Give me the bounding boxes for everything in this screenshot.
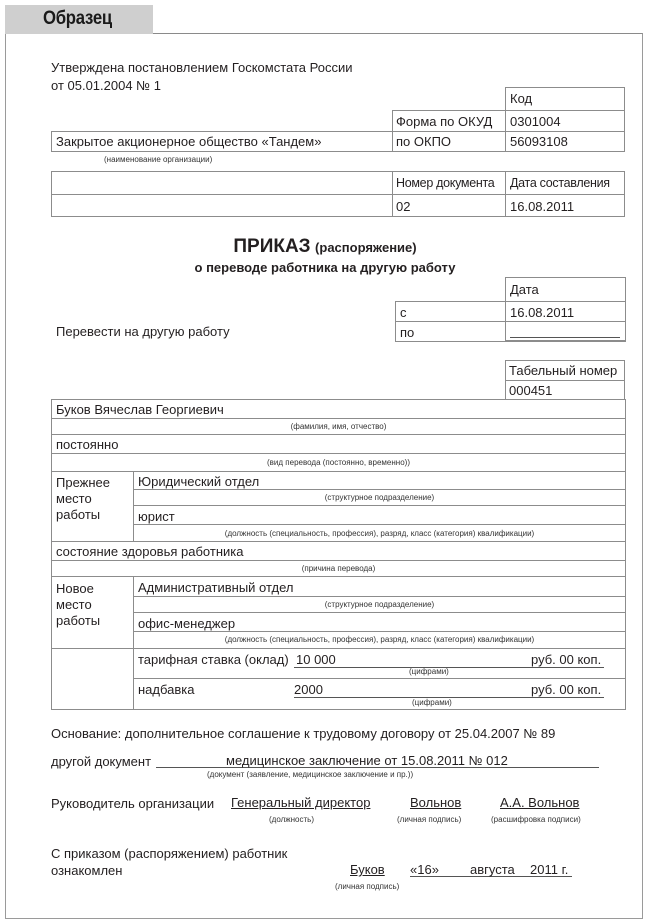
rate-caption: (цифрами) <box>409 667 449 676</box>
org-left-vline <box>51 131 52 152</box>
other-doc-caption: (документ (заявление, медицинское заключение и пр.)) <box>207 770 414 779</box>
ack-signature: Буков <box>350 862 385 877</box>
dates-divider-3 <box>395 341 626 342</box>
from-date: 16.08.2011 <box>510 305 575 320</box>
row-line-7 <box>133 524 626 525</box>
codes-vline <box>392 110 393 152</box>
rate-currency: руб. 00 коп. <box>531 652 602 667</box>
row-line-15 <box>133 678 626 679</box>
transfer-type-caption: (вид перевода (постоянно, временно)) <box>267 458 410 467</box>
codes-divider-2 <box>51 131 625 132</box>
ack-line-1: С приказом (распоряжением) работник <box>51 846 288 861</box>
head-position-caption: (должность) <box>269 815 314 824</box>
bonus-value: 2000 <box>294 682 323 697</box>
to-label: по <box>400 325 415 340</box>
other-doc-label: другой документ <box>51 754 152 769</box>
to-date-line <box>510 337 620 338</box>
other-doc-value: медицинское заключение от 15.08.2011 № 012 <box>226 753 508 768</box>
prev-position-caption: (должность (специальность, профессия), разряд, класс (категория) квалификации) <box>224 529 535 538</box>
row-line-9 <box>51 560 626 561</box>
new-position-caption: (должность (специальность, профессия), разряд, класс (категория) квалификации) <box>224 635 535 644</box>
tab-number-value: 000451 <box>509 383 553 398</box>
doc-info-vline-2 <box>505 171 506 217</box>
codes-header: Код <box>510 91 533 106</box>
title-main: ПРИКАЗ <box>233 236 311 257</box>
prev-job-label-1: Прежнее <box>56 475 110 490</box>
approval-line-2: от 05.01.2004 № 1 <box>51 78 161 93</box>
doc-info-vline-1 <box>392 171 393 217</box>
sample-tab-label: Образец <box>43 8 112 29</box>
organization-name: Закрытое акционерное общество «Тандем» <box>56 134 322 149</box>
head-position: Генеральный директор <box>231 795 371 810</box>
new-job-label-1: Новое <box>56 581 94 596</box>
new-department: Административный отдел <box>138 580 294 595</box>
bonus-label: надбавка <box>138 682 195 697</box>
head-signature-caption: (личная подпись) <box>397 815 462 824</box>
row-line-14 <box>51 648 626 649</box>
transfer-reason-caption: (причина перевода) <box>301 564 376 573</box>
prev-job-label-2: место <box>56 491 92 506</box>
prev-job-label-3: работы <box>56 507 101 522</box>
basis-text: Основание: дополнительное соглашение к трудовому договору от 25.04.2007 № 89 <box>51 726 556 741</box>
okud-value: 0301004 <box>510 114 561 129</box>
transfer-reason: состояние здоровья работника <box>56 544 244 559</box>
dates-left-vline <box>395 301 396 341</box>
okpo-value: 56093108 <box>510 134 568 149</box>
new-job-label-2: место <box>56 597 92 612</box>
from-label: с <box>400 305 407 320</box>
bonus-caption: (цифрами) <box>412 698 452 707</box>
employee-name: Буков Вячеслав Георгиевич <box>56 402 224 417</box>
new-position: офис-менеджер <box>138 616 236 631</box>
bonus-currency: руб. 00 коп. <box>531 682 602 697</box>
head-signature: Вольнов <box>410 795 462 810</box>
doc-date-value: 16.08.2011 <box>510 199 575 214</box>
tab-number-divider <box>505 380 625 381</box>
ack-day: «16» <box>410 862 439 877</box>
rate-underline <box>294 667 604 668</box>
head-decoding: А.А. Вольнов <box>500 795 580 810</box>
new-department-caption: (структурное подразделение) <box>324 600 435 609</box>
approval-line-1: Утверждена постановлением Госкомстата России <box>51 60 353 75</box>
doc-date-label: Дата составления <box>510 176 610 190</box>
okpo-label: по ОКПО <box>396 134 452 149</box>
new-job-label-3: работы <box>56 613 101 628</box>
tab-number-label: Табельный номер <box>509 363 618 378</box>
transfer-type: постоянно <box>56 437 119 452</box>
codes-divider-1 <box>392 110 625 111</box>
date-header: Дата <box>510 282 539 297</box>
okud-label: Форма по ОКУД <box>396 114 493 129</box>
transfer-label: Перевести на другую работу <box>56 324 230 339</box>
ack-signature-caption: (личная подпись) <box>335 882 400 891</box>
ack-line-2: ознакомлен <box>51 863 123 878</box>
dates-divider-2 <box>395 321 626 322</box>
ack-year: 2011 г. <box>530 862 569 877</box>
row-line-2 <box>51 434 626 435</box>
doc-number-value: 02 <box>396 199 411 214</box>
document-title <box>0 236 650 258</box>
row-line-5 <box>133 489 626 490</box>
ack-month: августа <box>470 862 515 877</box>
sample-tab <box>5 5 153 34</box>
row-line-4 <box>51 471 626 472</box>
rate-value: 10 000 <box>296 652 336 667</box>
doc-info-divider <box>51 194 625 195</box>
dates-divider-1 <box>395 301 626 302</box>
doc-number-label: Номер документа <box>396 176 495 190</box>
row-line-3 <box>51 453 626 454</box>
row-line-11 <box>133 596 626 597</box>
head-decoding-caption: (расшифровка подписи) <box>491 815 581 824</box>
prev-position: юрист <box>138 509 175 524</box>
row-line-8 <box>51 541 626 542</box>
codes-divider-3 <box>51 151 625 152</box>
prev-department: Юридический отдел <box>138 474 260 489</box>
row-line-1 <box>51 418 626 419</box>
row-line-6 <box>133 505 626 506</box>
organization-caption: (наименование организации) <box>104 155 213 164</box>
employee-name-caption: (фамилия, имя, отчество) <box>290 422 387 431</box>
head-label: Руководитель организации <box>51 796 215 811</box>
rate-label: тарифная ставка (оклад) <box>138 652 289 667</box>
row-line-12 <box>133 612 626 613</box>
title-paren: (распоряжение) <box>315 240 417 255</box>
document-subtitle: о переводе работника на другую работу <box>194 260 456 275</box>
row-line-10 <box>51 576 626 577</box>
prev-department-caption: (структурное подразделение) <box>324 493 435 502</box>
row-line-13 <box>133 631 626 632</box>
